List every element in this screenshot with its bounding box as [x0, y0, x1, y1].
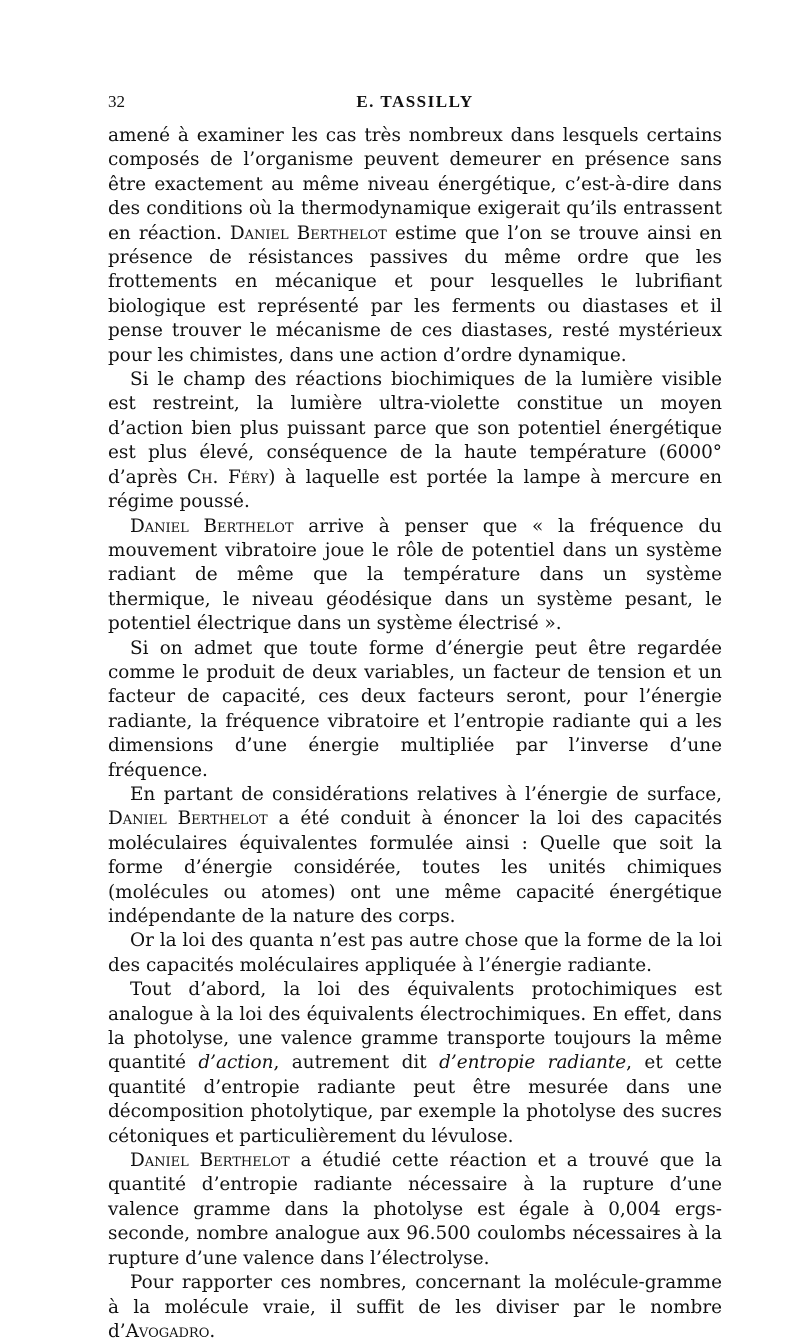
- text-run: , et cette quantité d’entropie radiante peut être mesurée dans une décomposition photolytique, par exemple la photolyse des sucres cétoniques et particulièrement du lévulose.: [108, 1052, 722, 1147]
- text-run: arrive à penser que « la fréquence du mouvement vibratoire joue le rôle de potentiel dans un système radiant de même que la température dans un système thermique, le niveau géodésique dans un système pesant, le potentiel électrique dans un système électrisé ».: [108, 515, 722, 635]
- author-name: Avogadro: [125, 1320, 210, 1342]
- text-run: ) à laquelle est portée la lampe à mercure en régime poussé.: [108, 466, 722, 513]
- text-run: , autrement dit: [273, 1052, 440, 1074]
- paragraph: [108, 929, 722, 978]
- body-text: [108, 124, 722, 1344]
- text-run: Si on admet que toute forme d’énergie peut être regardée comme le produit de deux variables, un facteur de tension et un facteur de capacité, ces deux facteurs seront, pour l’énergie radiante, la fréquence vibratoire et l’entropie radiante qui a les dimensions d’une énergie multipliée par l’inverse d’une fréquence.: [108, 637, 722, 781]
- running-head: E. TASSILLY: [356, 92, 474, 111]
- author-name: Daniel Berthelot: [108, 808, 268, 830]
- text-run: estime que l’on se trouve ainsi en présence de résistances passives du même ordre que les frottements en mécanique et pour lesquelles le lubrifiant biologique est représenté par les ferments ou diastases et il pense trouver le mécanisme de ces diastases, resté mystérieux pour les chimistes, dans une action d’ordre dynamique.: [108, 222, 722, 366]
- paragraph: [108, 1271, 722, 1344]
- paragraph: [108, 978, 722, 1149]
- paragraph: [108, 783, 722, 929]
- paragraph: [108, 1149, 722, 1271]
- author-name: Daniel Berthelot: [130, 515, 294, 537]
- author-name: Daniel Berthelot: [229, 222, 387, 244]
- author-name: Daniel Berthelot: [130, 1150, 290, 1172]
- paragraph: [108, 515, 722, 637]
- text-run: Pour rapporter ces nombres, concernant la molécule-gramme à la molécule vraie, il suffit de les diviser par le nombre d’: [108, 1272, 722, 1342]
- text-run: a été conduit à énoncer la loi des capacités moléculaires équivalentes formulée ainsi : Quelle que soit la forme d’énergie considérée, toutes les unités chimiques (molécules ou atomes) ont une même capacité énergétique indépendante de la nature des corps.: [108, 808, 723, 927]
- paragraph: [108, 637, 722, 783]
- italic-term: d’action: [198, 1052, 274, 1074]
- text-run: Si le champ des réactions biochimiques de la lumière visible est restreint, la lumière ultra-violette constitue un moyen d’action bien plus puissant parce que son potentiel énergétique est plus élevé, conséquence de la haute température (6000° d’après: [108, 369, 722, 488]
- author-name: Ch. Féry: [187, 466, 269, 488]
- text-run: a étudié cette réaction et a trouvé que la quantité d’entropie radiante nécessaire à la rupture d’une valence gramme dans la photolyse est égale à 0,004 ergs-seconde, nombre analogue aux 96.500 coulombs nécessaires à la rupture d’une valence dans l’électrolyse.: [108, 1150, 722, 1269]
- text-run: Tout d’abord, la loi des équivalents protochimiques est analogue à la loi des équivalents électrochimiques. En effet, dans la photolyse, une valence gramme transporte toujours la même quantité: [108, 979, 722, 1074]
- text-run: .: [209, 1320, 216, 1342]
- page-number: 32: [108, 92, 125, 111]
- page-header: [108, 92, 722, 116]
- text-run: Or la loi des quanta n’est pas autre chose que la forme de la loi des capacités moléculaires appliquée à l’énergie radiante.: [108, 930, 722, 976]
- italic-term: d’entropie radiante: [439, 1052, 627, 1074]
- text-run: amené à examiner les cas très nombreux dans lesquels certains composés de l’organisme peuvent demeurer en présence sans être exactement au même niveau énergétique, c’est-à-dire dans des conditions où la thermodynamique exigerait qu’ils entrassent en réaction.: [108, 125, 722, 244]
- text-run: En partant de considérations relatives à l’énergie de surface,: [130, 783, 722, 805]
- paragraph: [108, 124, 722, 368]
- paragraph: [108, 368, 722, 514]
